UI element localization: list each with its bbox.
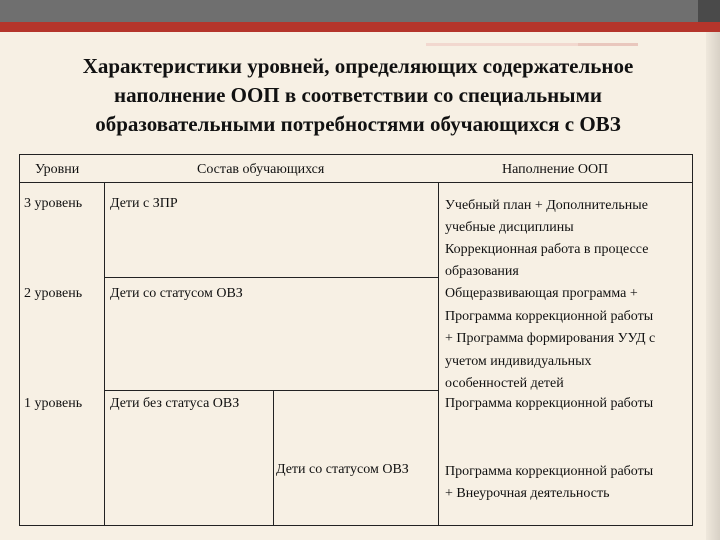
- row-3-content-line: образования: [445, 264, 519, 279]
- top-band-corner: [698, 0, 720, 22]
- row-3-content-line: Коррекционная работа в процессе: [445, 242, 649, 257]
- row-1-level: 1 уровень: [24, 396, 83, 411]
- row-divider-2: [104, 390, 438, 391]
- accent-line: [426, 43, 578, 46]
- row-2-content-line: учетом индивидуальных: [445, 353, 592, 369]
- title-line-2: наполнение ООП в соответствии со специальными: [114, 83, 602, 107]
- top-band: [0, 0, 720, 22]
- row-2-content-line: + Программа формирования УУД с: [445, 331, 656, 346]
- col-divider-2: [438, 182, 439, 525]
- row-divider-1: [104, 277, 438, 278]
- accent-line-secondary: [578, 43, 638, 46]
- row-2-content-line: Программа коррекционной работы: [445, 308, 654, 324]
- row-2-content: [445, 283, 655, 396]
- title-line-3: образовательными потребностями обучающихся с ОВЗ: [95, 112, 621, 136]
- row-3-content-line: Учебный план + Дополнительные: [445, 198, 648, 213]
- row-1b-content-line: Программа коррекционной работы: [445, 464, 654, 479]
- accent-band: [0, 22, 720, 32]
- slide-title: [20, 52, 696, 139]
- row-3-content: [445, 195, 648, 283]
- row-2-level: 2 уровень: [24, 286, 83, 301]
- row-1b-content: [445, 461, 653, 505]
- header-students: Состав обучающихся: [197, 162, 325, 177]
- row-1-content-line: Программа коррекционной работы: [445, 396, 654, 411]
- row-1b-students: Дети со статусом ОВЗ: [276, 462, 409, 477]
- col-divider-1: [104, 182, 105, 525]
- row-1-students: Дети без статуса ОВЗ: [110, 396, 240, 411]
- row-2-content-line: Общеразвивающая программа +: [445, 286, 638, 301]
- row-2-content-line: особенностей детей: [445, 376, 564, 391]
- row-1-content: [445, 395, 653, 413]
- title-line-1: Характеристики уровней, определяющих содержательное: [82, 54, 634, 78]
- header-levels: Уровни: [35, 162, 80, 177]
- header-divider: [20, 182, 692, 183]
- header-content: Наполнение ООП: [502, 162, 609, 177]
- levels-table: [19, 154, 693, 526]
- row-3-students: Дети с ЗПР: [110, 196, 178, 211]
- slide-edge-shadow: [706, 32, 720, 540]
- row-2-students: Дети со статусом ОВЗ: [110, 286, 243, 301]
- row-3-content-line: учебные дисциплины: [445, 220, 574, 235]
- row-1b-content-line: + Внеурочная деятельность: [445, 486, 610, 501]
- split-divider: [273, 390, 274, 525]
- row-3-level: 3 уровень: [24, 196, 83, 211]
